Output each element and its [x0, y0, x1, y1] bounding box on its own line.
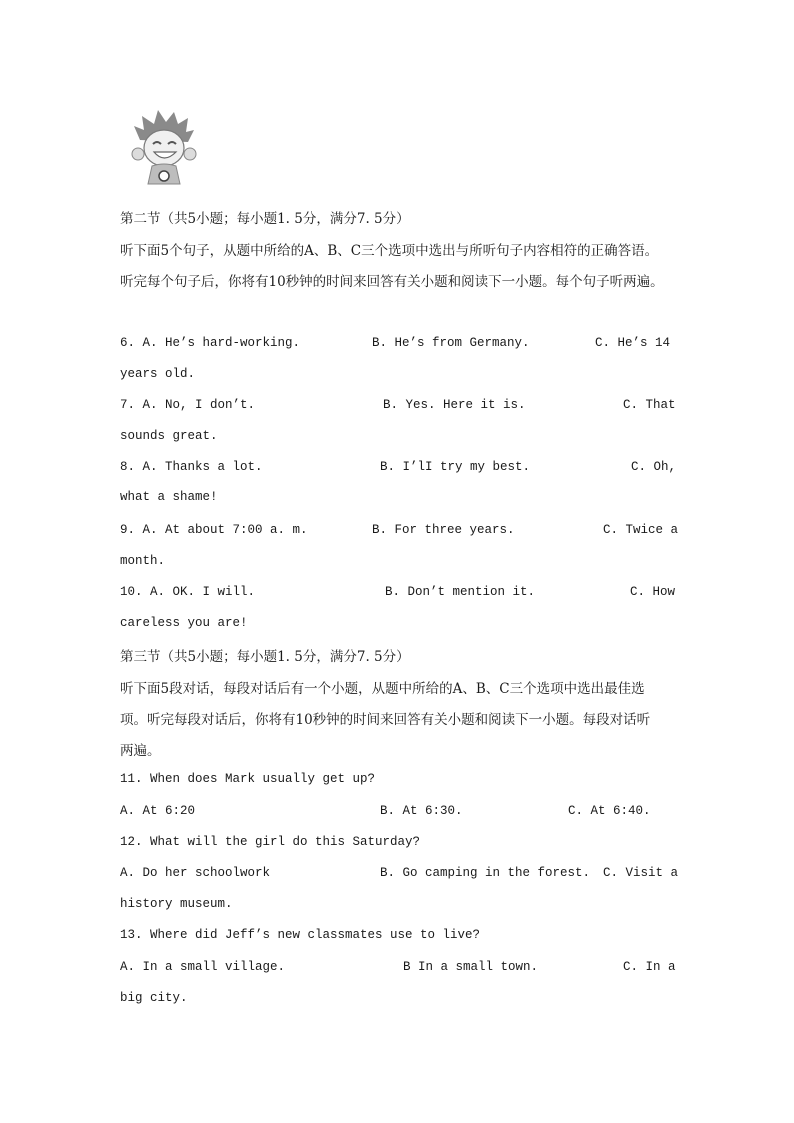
q13-option-a: A. In a small village.: [120, 960, 286, 974]
section-2-instruction-line2: 听完每个句子后，你将有10秒钟的时间来回答有关小题和阅读下一小题。每个句子听两遍。: [120, 274, 664, 290]
q6-option-c-continued: years old.: [120, 367, 196, 381]
section-3-instruction-line1: 听下面5段对话，每段对话后有一个小题，从题中所给的A、B、C三个选项中选出最佳选: [120, 681, 645, 697]
q6-option-c: C. He’s 14: [595, 336, 671, 350]
q10-option-a: 10. A. OK. I will.: [120, 585, 256, 599]
section-3-instruction-line3: 两遍。: [120, 743, 161, 759]
q11-option-c: C. At 6:40.: [568, 804, 651, 818]
q13-option-b: B In a small town.: [403, 960, 539, 974]
section-3-heading: 第三节（共5小题；每小题1. 5分，满分7. 5分）: [120, 649, 410, 665]
q8-option-b: B. I’lI try my best.: [380, 460, 531, 474]
q12-option-c-continued: history museum.: [120, 897, 233, 911]
q9-option-a: 9. A. At about 7:00 a. m.: [120, 523, 308, 537]
q7-option-b: B. Yes. Here it is.: [383, 398, 526, 412]
section-2-instruction-line1: 听下面5个句子，从题中所给的A、B、C三个选项中选出与所听句子内容相符的正确答语。: [120, 243, 659, 259]
section-3-instruction-line2: 项。听完每段对话后，你将有10秒钟的时间来回答有关小题和阅读下一小题。每段对话听: [120, 712, 651, 728]
q9-option-b: B. For three years.: [372, 523, 515, 537]
q7-option-a: 7. A. No, I don’t.: [120, 398, 256, 412]
q12-stem: 12. What will the girl do this Saturday?: [120, 835, 421, 849]
q12-option-a: A. Do her schoolwork: [120, 866, 271, 880]
q7-option-c-continued: sounds great.: [120, 429, 218, 443]
q10-option-c-continued: careless you are!: [120, 616, 248, 630]
q10-option-c: C. How: [630, 585, 676, 599]
q11-option-b: B. At 6:30.: [380, 804, 463, 818]
q8-option-a: 8. A. Thanks a lot.: [120, 460, 263, 474]
q11-option-a: A. At 6:20: [120, 804, 196, 818]
q7-option-c: C. That: [623, 398, 676, 412]
q13-option-c: C. In a: [623, 960, 676, 974]
q11-stem: 11. When does Mark usually get up?: [120, 772, 376, 786]
q8-option-c-continued: what a shame!: [120, 490, 218, 504]
q8-option-c: C. Oh,: [631, 460, 677, 474]
q9-option-c-continued: month.: [120, 554, 166, 568]
q12-option-c: C. Visit a: [603, 866, 679, 880]
cartoon-boy-illustration: [126, 106, 202, 186]
q13-stem: 13. Where did Jeff’s new classmates use to live?: [120, 928, 481, 942]
q6-option-b: B. He’s from Germany.: [372, 336, 530, 350]
q12-option-b: B. Go camping in the forest.: [380, 866, 591, 880]
q9-option-c: C. Twice a: [603, 523, 679, 537]
q6-option-a: 6. A. He’s hard-working.: [120, 336, 301, 350]
q13-option-c-continued: big city.: [120, 991, 188, 1005]
section-2-heading: 第二节（共5小题；每小题1. 5分，满分7. 5分）: [120, 211, 410, 227]
q10-option-b: B. Don’t mention it.: [385, 585, 536, 599]
